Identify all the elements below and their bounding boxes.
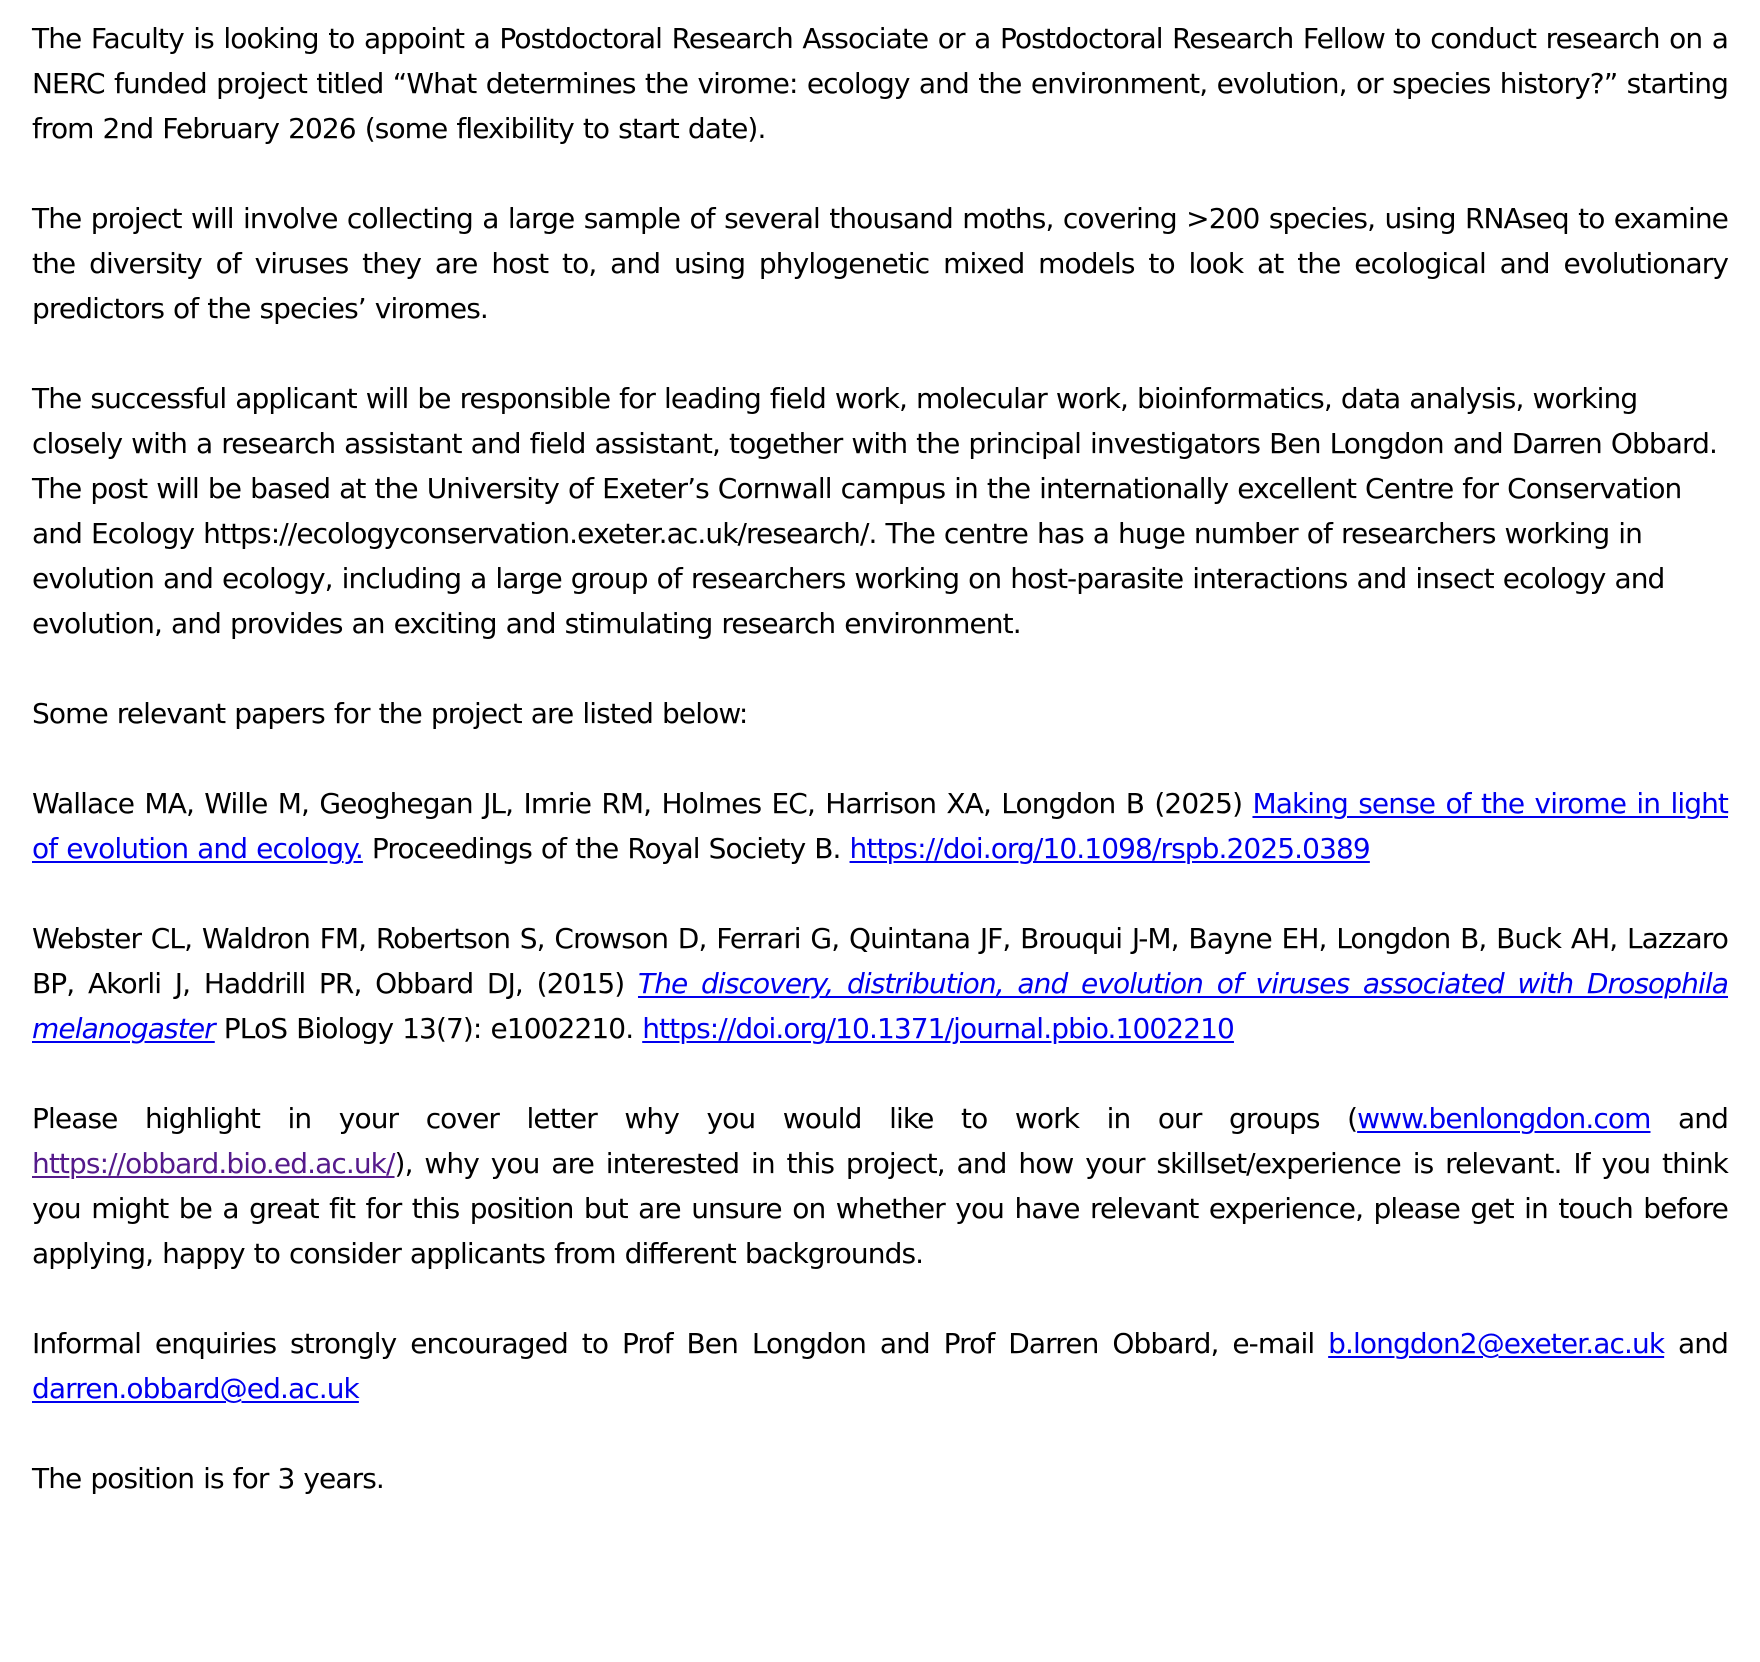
benlongdon-website-link[interactable]: www.benlongdon.com [1357,1102,1651,1135]
longdon-email-link[interactable]: b.longdon2@exeter.ac.uk [1328,1327,1665,1360]
reference-journal: PLoS Biology 13(7): e1002210. [214,1012,643,1045]
cover-letter-paragraph [32,1096,1728,1276]
reference-authors: Wallace MA, Wille M, Geoghegan JL, Imrie RM, Holmes EC, Harrison XA, Longdon B (2025) [32,787,1253,820]
reference-doi-link[interactable]: https://doi.org/10.1371/journal.pbio.1002210 [642,1012,1234,1045]
obbard-email-link[interactable]: darren.obbard@ed.ac.uk [32,1372,359,1405]
obbard-website-link[interactable]: https://obbard.bio.ed.ac.uk/ [32,1147,395,1180]
position-length: The position is for 3 years. [32,1462,384,1495]
cover-letter-text: Please highlight in your cover letter why you would like to work in our groups ( [32,1102,1358,1135]
reference-title-link[interactable]: The discovery, distribution, and evolution of viruses associated with Drosophila melanogaster [32,967,1728,1045]
enquiries-text: and [1664,1327,1728,1360]
reference-title-link[interactable]: Making sense of the virome in light of evolution and ecology. [32,787,1728,865]
reference-journal: Proceedings of the Royal Society B. [362,832,850,865]
enquiries-text: Informal enquiries strongly encouraged to Prof Ben Longdon and Prof Darren Obbard, e-mail [32,1327,1329,1360]
cover-letter-text: ), why you are interested in this project, and how your skillset/experience is relevant. If you think you might be a great fit for this position but are unsure on whether you have relevant experience, please get in touch before applying, happy to consider applicants from different backgrounds. [32,1147,1728,1270]
job-description [32,16,1728,1546]
reference-item [32,916,1728,1051]
role-paragraph: The successful applicant will be responsible for leading field work, molecular work, bioinformatics, data analysis, working closely with a research assistant and field assistant, together with the principal investigators Ben Longdon and Darren Obbard. The post will be based at the University of Exeter’s Cornwall campus in the internationally excellent Centre for Conservation and Ecology https://ecologyconservation.exeter.ac.uk/research/. The centre has a huge number of researchers working in evolution and ecology, including a large group of researchers working on host-parasite interactions and insect ecology and evolution, and provides an exciting and stimulating research environment. [32,382,1718,640]
enquiries-paragraph [32,1321,1728,1411]
cover-letter-text: and [1650,1102,1728,1135]
intro-paragraph: The Faculty is looking to appoint a Postdoctoral Research Associate or a Postdoctoral Research Fellow to conduct research on a NERC funded project titled “What determines the virome: ecology and the environment, evolution, or species history?” starting from 2nd February 2026 (some flexibility to start date). [32,22,1728,145]
reference-doi-link[interactable]: https://doi.org/10.1098/rspb.2025.0389 [849,832,1370,865]
reference-authors: Webster CL, Waldron FM, Robertson S, Crowson D, Ferrari G, Quintana JF, Brouqui J-M, Bayne EH, Longdon B, Buck AH, Lazzaro BP, Akorli J, Haddrill PR, Obbard DJ, (2015) [32,922,1728,1000]
papers-intro: Some relevant papers for the project are listed below: [32,697,748,730]
reference-item [32,781,1728,871]
project-paragraph: The project will involve collecting a large sample of several thousand moths, covering >200 species, using RNAseq to examine the diversity of viruses they are host to, and using phylogenetic mixed models to look at the ecological and evolutionary predictors of the species’ viromes. [32,202,1728,325]
